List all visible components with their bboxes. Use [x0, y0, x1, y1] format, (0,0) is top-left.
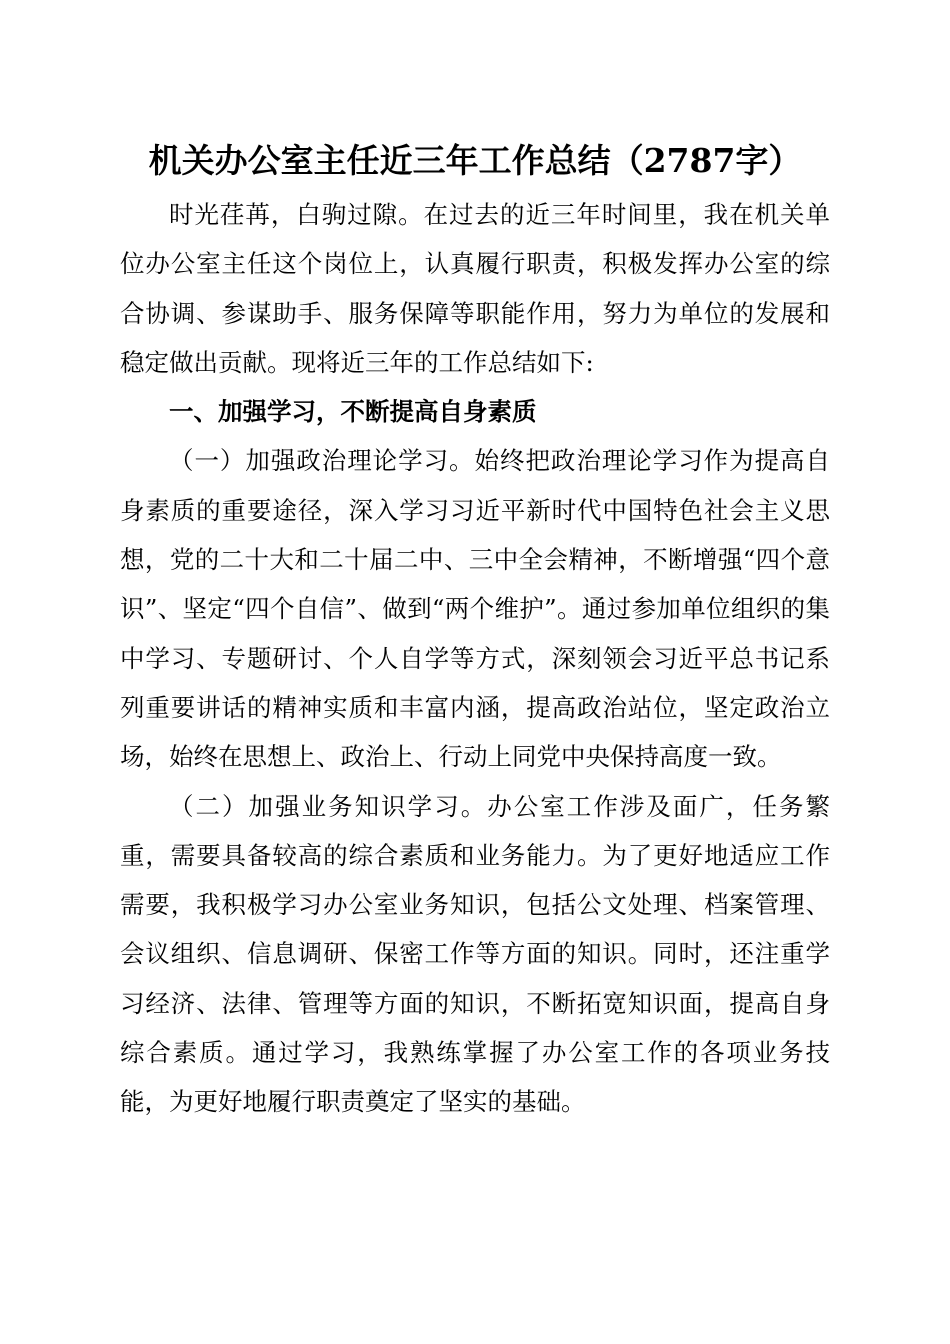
document-body: [120, 190, 830, 1127]
intro-paragraph: 时光荏苒，白驹过隙。在过去的近三年时间里，我在机关单位办公室主任这个岗位上，认真履行职责，积极发挥办公室的综合协调、参谋助手、服务保障等职能作用，努力为单位的发展和稳定做出贡献。现将近三年的工作总结如下:: [120, 200, 830, 377]
document-title: 机关办公室主任近三年工作总结（2787字）: [148, 141, 802, 180]
political-study-paragraph: （一）加强政治理论学习。始终把政治理论学习作为提高自身素质的重要途径，深入学习习近平新时代中国特色社会主义思想，党的二十大和二十届二中、三中全会精神，不断增强“四个意识”、坚定“四个自信”、做到“两个维护”。通过参加单位组织的集中学习、专题研讨、个人自学等方式，深刻领会习近平总书记系列重要讲话的精神实质和丰富内涵，提高政治站位，坚定政治立场，始终在思想上、政治上、行动上同党中央保持高度一致。: [120, 446, 830, 772]
business-study-paragraph: （二）加强业务知识学习。办公室工作涉及面广，任务繁重，需要具备较高的综合素质和业务能力。为了更好地适应工作需要，我积极学习办公室业务知识，包括公文处理、档案管理、会议组织、信息调研、保密工作等方面的知识。同时，还注重学习经济、法律、管理等方面的知识，不断拓宽知识面，提高自身综合素质。通过学习，我熟练掌握了办公室工作的各项业务技能，为更好地履行职责奠定了坚实的基础。: [120, 791, 830, 1117]
section-heading: 一、加强学习，不断提高自身素质: [169, 397, 537, 427]
